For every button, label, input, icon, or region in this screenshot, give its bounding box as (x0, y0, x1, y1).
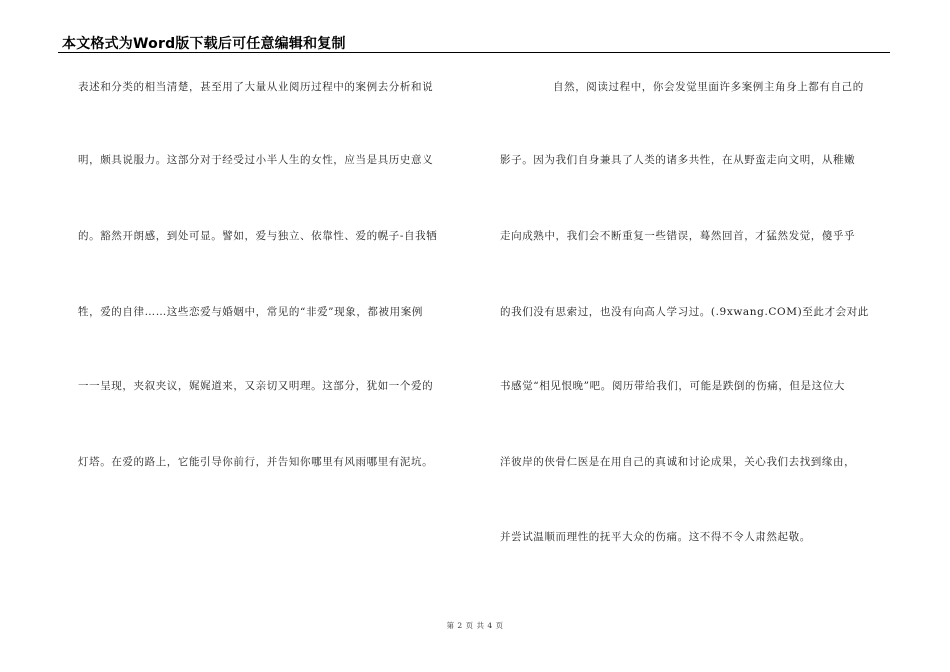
body-text-line: 书感觉“相见恨晚”吧。阅历带给我们，可能是跌倒的伤痛，但是这位大 (500, 380, 845, 392)
body-text-line: 牲，爱的自律……这些恋爱与婚姻中，常见的“非爱”现象，都被用案例 (78, 306, 423, 318)
body-text-line: 自然，阅读过程中，你会发觉里面许多案例主角身上都有自己的 (553, 81, 864, 93)
body-text-line: 表述和分类的相当清楚，甚至用了大量从业阅历过程中的案例去分析和说 (78, 81, 434, 93)
page-number-footer: 第 2 页 共 4 页 (446, 621, 504, 630)
body-text-line: 的我们没有思索过，也没有向高人学习过。(.9xwang.COM)至此才会对此 (500, 306, 869, 318)
page-header (0, 0, 950, 56)
body-text-line: 明，颇具说服力。这部分对于经受过小半人生的女性，应当是具历史意义 (78, 154, 434, 166)
body-text-line: 洋彼岸的侠骨仁医是在用自己的真诚和讨论成果，关心我们去找到缘由， (500, 456, 856, 468)
body-text-line: 走向成熟中，我们会不断重复一些错误，蓦然回首，才猛然发觉，傻乎乎 (500, 230, 856, 242)
document-header-title: 本文格式为Word版下载后可任意编辑和复制 (62, 36, 346, 52)
body-text-line: 影子。因为我们自身兼具了人类的诸多共性，在从野蛮走向文明，从稚嫩 (500, 154, 856, 166)
body-text-line: 一一呈现，夹叙夹议，娓娓道来，又亲切又明理。这部分，犹如一个爱的 (78, 380, 434, 392)
body-text-line: 并尝试温顺而理性的抚平大众的伤痛。这不得不令人肃然起敬。 (500, 531, 811, 543)
header-divider (58, 52, 890, 53)
body-text-line: 的。豁然开朗感，到处可显。譬如，爱与独立、依靠性、爱的幌子-自我牺 (78, 230, 438, 242)
body-text-line: 灯塔。在爱的路上，它能引导你前行，并告知你哪里有风雨哪里有泥坑。 (78, 456, 434, 468)
